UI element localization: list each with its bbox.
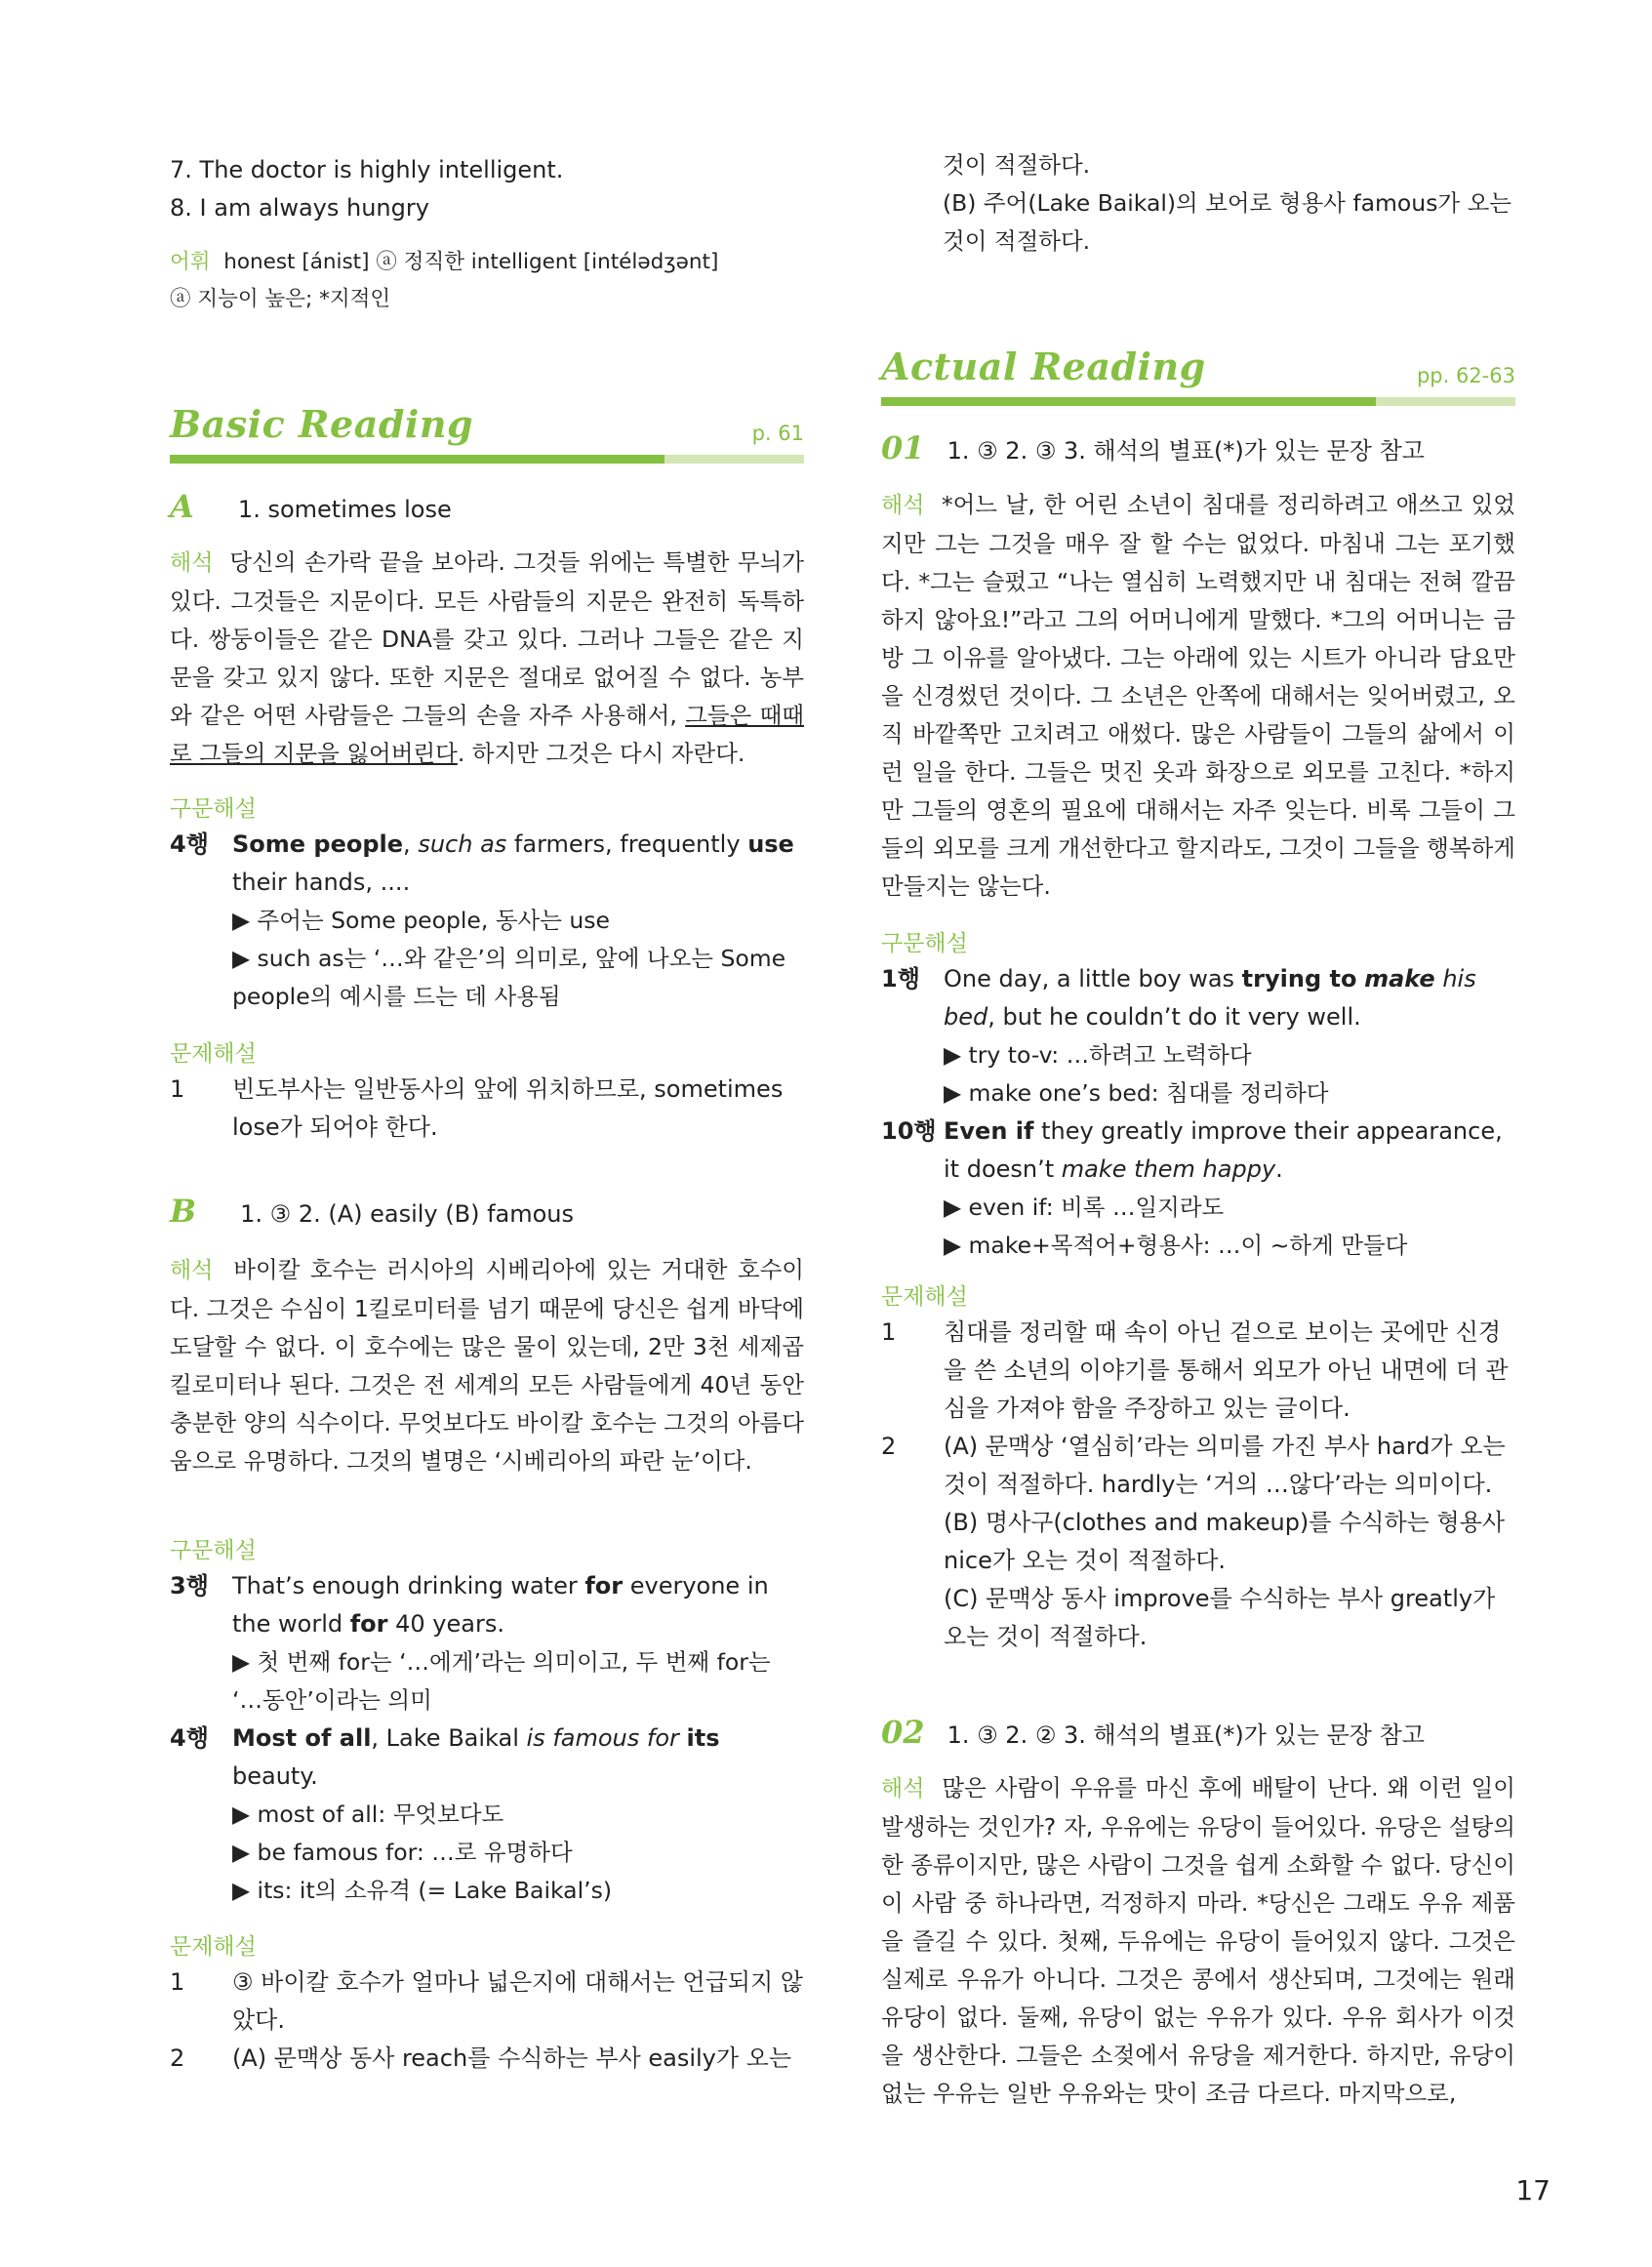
syntax-text: One day, a little boy was: [944, 965, 1242, 992]
syntax-note: ▶ such as는 ‘…와 같은’의 의미로, 앞에 나오는 Some people의 예시를 드는 데 사용됨: [232, 945, 786, 1010]
syntax-text: they greatly improve their appearance, it doesn’t: [944, 1117, 1503, 1183]
actual-reading-page: pp. 62-63: [1416, 364, 1515, 387]
translation-underlined: 그들은 때때로 그들의 지문을 잃어버린다: [170, 702, 804, 767]
syntax-bold-italic: make: [1364, 965, 1435, 992]
problem-text: 침대를 정리할 때 속이 아닌 겉으로 보이는 곳에만 신경을 쓴 소년의 이야기를 통해서 외모가 아닌 내면에 더 관심을 가져야 함을 주장하고 있는 글이다.: [944, 1318, 1509, 1422]
section-b-syntax: [170, 1534, 804, 1910]
syntax-text: farmers, frequently: [506, 830, 741, 858]
syntax-text: [679, 1724, 687, 1752]
problem-key: 1: [881, 1318, 897, 1346]
syntax-italic: such as: [418, 830, 507, 858]
syntax-text: everyone in the world: [232, 1572, 769, 1638]
translation-label: 해석: [170, 550, 214, 576]
syntax-bold: Some people: [232, 830, 404, 858]
section-b-letter: B: [170, 1193, 197, 1230]
section-b-problem: [170, 1930, 804, 2078]
vocab-line-1: honest [ánist] ⓐ 정직한 intelligent [intélədʒənt]: [223, 250, 719, 274]
problem-text: (A) 문맥상 동사 reach를 수식하는 부사 easily가 오는: [232, 2044, 792, 2072]
problem-key: 2: [881, 1433, 897, 1460]
syntax-bold: its: [686, 1724, 720, 1752]
syntax-bold: Most of all: [232, 1724, 372, 1752]
problem-row: [881, 1314, 1515, 1428]
syntax-text: , Lake Baikal: [371, 1724, 527, 1752]
continued-problem: [881, 146, 1515, 261]
syntax-row: [170, 1720, 804, 1796]
syntax-line-key: 1행: [881, 965, 920, 992]
vocab-label: 어휘: [170, 250, 211, 274]
syntax-note: ▶ 첫 번째 for는 ‘…에게’라는 의미이고, 두 번째 for는 ‘…동안’이라는 의미: [232, 1648, 771, 1714]
reading-02-answer: [881, 1714, 1515, 1751]
problem-row: [170, 1071, 804, 1147]
syntax-text: [1356, 965, 1364, 992]
syntax-line-key: 10행: [881, 1117, 937, 1145]
problem-text: ③ 바이칼 호수가 얼마나 넓은지에 대해서는 언급되지 않았다.: [232, 1968, 803, 2034]
problem-text: (A) 문맥상 ‘열심히’라는 의미를 가진 부사 hard가 오는 것이 적절하다. hardly는 ‘거의 …않다’라는 의미이다.: [944, 1433, 1506, 1498]
syntax-text: , but he couldn’t do it very well.: [987, 1003, 1361, 1031]
reading-02-number: 02: [881, 1714, 925, 1751]
reading-01-translation: [881, 486, 1515, 906]
problem-row: [170, 1963, 804, 2040]
basic-reading-rule: [170, 455, 804, 464]
syntax-italic: is famous for: [526, 1724, 679, 1752]
problem-text: (B) 명사구(clothes and makeup)를 수식하는 형용사 nice가 오는 것이 적절하다.: [944, 1509, 1506, 1574]
sentence-8: 8. I am always hungry: [170, 194, 429, 222]
continued-line-2: (B) 주어(Lake Baikal)의 보어로 형용사 famous가 오는 것이 적절하다.: [943, 189, 1512, 255]
section-a-syntax: [170, 792, 804, 1016]
syntax-note: ▶ make one’s bed: 침대를 정리하다: [944, 1079, 1329, 1107]
reading-01-syntax: [881, 927, 1515, 1265]
section-a-letter: A: [170, 488, 194, 525]
section-a-problem: [170, 1037, 804, 1147]
syntax-bold: use: [747, 830, 794, 858]
syntax-text: That’s enough drinking water: [232, 1572, 585, 1599]
reading-02-translation: [881, 1769, 1515, 2113]
reading-01-answer-text: 1. ③ 2. ③ 3. 해석의 별표(*)가 있는 문장 참고: [947, 437, 1425, 465]
syntax-row: [881, 1113, 1515, 1189]
syntax-row: 4행 Some people, such as farmers, frequently use their hands, ....: [170, 826, 804, 902]
translation-label: 해석: [170, 1258, 214, 1283]
reading-01-problem: [881, 1280, 1515, 1656]
section-a-answer: [170, 488, 804, 525]
problem-label: 문제해설: [170, 1041, 257, 1067]
syntax-text: their hands, ....: [232, 869, 411, 896]
reading-01-number: 01: [881, 429, 925, 466]
section-a-answer-text: 1. sometimes lose: [237, 496, 452, 523]
basic-reading-header: [170, 402, 804, 461]
syntax-note: ▶ even if: 비록 …일지라도: [944, 1194, 1225, 1221]
section-b-answer-text: 1. ③ 2. (A) easily (B) famous: [240, 1200, 575, 1228]
syntax-note: ▶ make+목적어+형용사: …이 ~하게 만들다: [944, 1232, 1408, 1259]
translation-label: 해석: [881, 1776, 925, 1801]
actual-reading-rule: [881, 397, 1515, 406]
syntax-note: ▶ most of all: 무엇보다도: [232, 1801, 504, 1828]
problem-text: 빈도부사는 일반동사의 앞에 위치하므로, sometimes lose가 되어야 한다.: [232, 1075, 784, 1141]
syntax-bold: for: [349, 1610, 388, 1638]
syntax-label: 구문해설: [170, 796, 257, 822]
reading-01-answer: [881, 429, 1515, 466]
problem-key: 2: [170, 2044, 185, 2072]
syntax-row: [170, 1567, 804, 1643]
syntax-bold: for: [584, 1572, 624, 1599]
problem-row: [170, 2040, 804, 2078]
translation-end: . 하지만 그것은 다시 자란다.: [457, 740, 745, 767]
problem-text: (C) 문맥상 동사 improve를 수식하는 부사 greatly가 오는 것이 적절하다.: [944, 1585, 1496, 1650]
problem-label: 문제해설: [881, 1284, 968, 1310]
actual-reading-header: [881, 344, 1515, 403]
reading-02-answer-text: 1. ③ 2. ② 3. 해석의 별표(*)가 있는 문장 참고: [947, 1721, 1425, 1749]
syntax-label: 구문해설: [881, 931, 968, 956]
basic-reading-title: Basic Reading: [170, 402, 474, 446]
syntax-row: [881, 960, 1515, 1036]
basic-reading-page: p. 61: [751, 422, 804, 445]
syntax-line-key: 3행: [170, 1572, 209, 1599]
syntax-line-key: 4행: [170, 1724, 209, 1752]
syntax-italic: make them happy: [1061, 1155, 1276, 1183]
syntax-label: 구문해설: [170, 1538, 257, 1563]
top-sentences: [170, 151, 804, 227]
syntax-note: ▶ be famous for: …로 유명하다: [232, 1839, 573, 1866]
syntax-text: beauty.: [232, 1762, 318, 1790]
syntax-note: ▶ 주어는 Some people, 동사는 use: [232, 907, 610, 934]
syntax-text: .: [1275, 1155, 1283, 1183]
vocab-block: [170, 244, 804, 318]
section-b-translation: [170, 1251, 804, 1480]
problem-key: 1: [170, 1968, 185, 1996]
syntax-note: ▶ its: it의 소유격 (= Lake Baikal’s): [232, 1877, 612, 1904]
syntax-line-key: 4행: [170, 830, 209, 858]
translation-text: 많은 사람이 우유를 마신 후에 배탈이 난다. 왜 이런 일이 발생하는 것인가? 자, 우유에는 유당이 들어있다. 유당은 설탕의 한 종류이지만, 많은 사람이 그것을 쉽게 소화할 수 없다. 당신이 이 사람 중 하나라면, 걱정하지 마라. *당신은 그래도 우유 제품을 즐길 수 있다. 첫째, 두유에는 유당이 들어있지 않다. 그것은 실제로 우유가 아니다. 그것은 콩에서 생산되며, 그것에는 원래 유당이 없다. 둘째, 유당이 없는 우유가 있다. 우유 회사가 이것을 생산한다. 그들은 소젖에서 유당을 제거한다. 하지만, 유당이 없는 우유는 일반 우유와는 맛이 조금 다르다. 마지막으로,: [881, 1774, 1515, 2107]
syntax-bold: Even if: [944, 1117, 1034, 1145]
translation-text: *어느 날, 한 어린 소년이 침대를 정리하려고 애쓰고 있었지만 그는 그것을 매우 잘 할 수는 없었다. 마침내 그는 포기했다. *그는 슬펐고 “나는 열심히 노력했지만 내 침대는 전혀 깔끔하지 않아요!”라고 그의 어머니에게 말했다. *그의 어머니는 금방 그 이유를 알아냈다. 그는 아래에 있는 시트가 아니라 담요만을 신경썼던 것이다. 그 소년은 안쪽에 대해서는 잊어버렸고, 오직 바깥쪽만 고치려고 애썼다. 많은 사람들이 그들의 삶에서 이런 일을 한다. 그들은 멋진 옷과 화장으로 외모를 고친다. *하지만 그들의 영혼의 필요에 대해서는 자주 잊는다. 비록 그들이 그들의 외모를 크게 개선한다고 할지라도, 그것이 그들을 행복하게 만들지는 않는다.: [881, 491, 1515, 900]
syntax-italic: his bed: [944, 965, 1476, 1031]
syntax-bold: trying to: [1241, 965, 1357, 992]
section-a-translation: [170, 544, 804, 773]
problem-row: [881, 1428, 1515, 1656]
problem-label: 문제해설: [170, 1934, 257, 1960]
continued-line-1: 것이 적절하다.: [943, 151, 1091, 179]
translation-label: 해석: [881, 493, 925, 518]
translation-text: 바이칼 호수는 러시아의 시베리아에 있는 거대한 호수이다. 그것은 수심이 1킬로미터를 넘기 때문에 당신은 쉽게 바닥에 도달할 수 없다. 이 호수에는 많은 물이 있는데, 2만 3천 세제곱 킬로미터나 된다. 그것은 전 세계의 모든 사람들에게 40년 동안 충분한 양의 식수이다. 무엇보다도 바이칼 호수는 그것의 아름다움으로 유명하다. 그것의 별명은 ‘시베리아의 파란 눈’이다.: [170, 1256, 804, 1475]
syntax-text: 40 years.: [387, 1610, 504, 1638]
actual-reading-title: Actual Reading: [881, 344, 1206, 388]
section-b-answer: [170, 1193, 804, 1230]
syntax-note: ▶ try to-v: …하려고 노력하다: [944, 1041, 1252, 1069]
sentence-7: 7. The doctor is highly intelligent.: [170, 156, 564, 183]
page-number: 17: [1515, 2174, 1551, 2206]
problem-key: 1: [170, 1075, 185, 1103]
translation-text: 당신의 손가락 끝을 보아라. 그것들 위에는 특별한 무늬가 있다. 그것들은 지문이다. 모든 사람들의 지문은 완전히 독특하다. 쌍둥이들은 같은 DNA를 갖고 있다. 그러나 그들은 같은 지문을 갖고 있지 않다. 또한 지문은 절대로 없어질 수 없다. 농부와 같은 어떤 사람들은 그들의 손을 자주 사용해서,: [170, 548, 804, 729]
vocab-line-2: ⓐ 지능이 높은; *지적인: [170, 287, 391, 311]
